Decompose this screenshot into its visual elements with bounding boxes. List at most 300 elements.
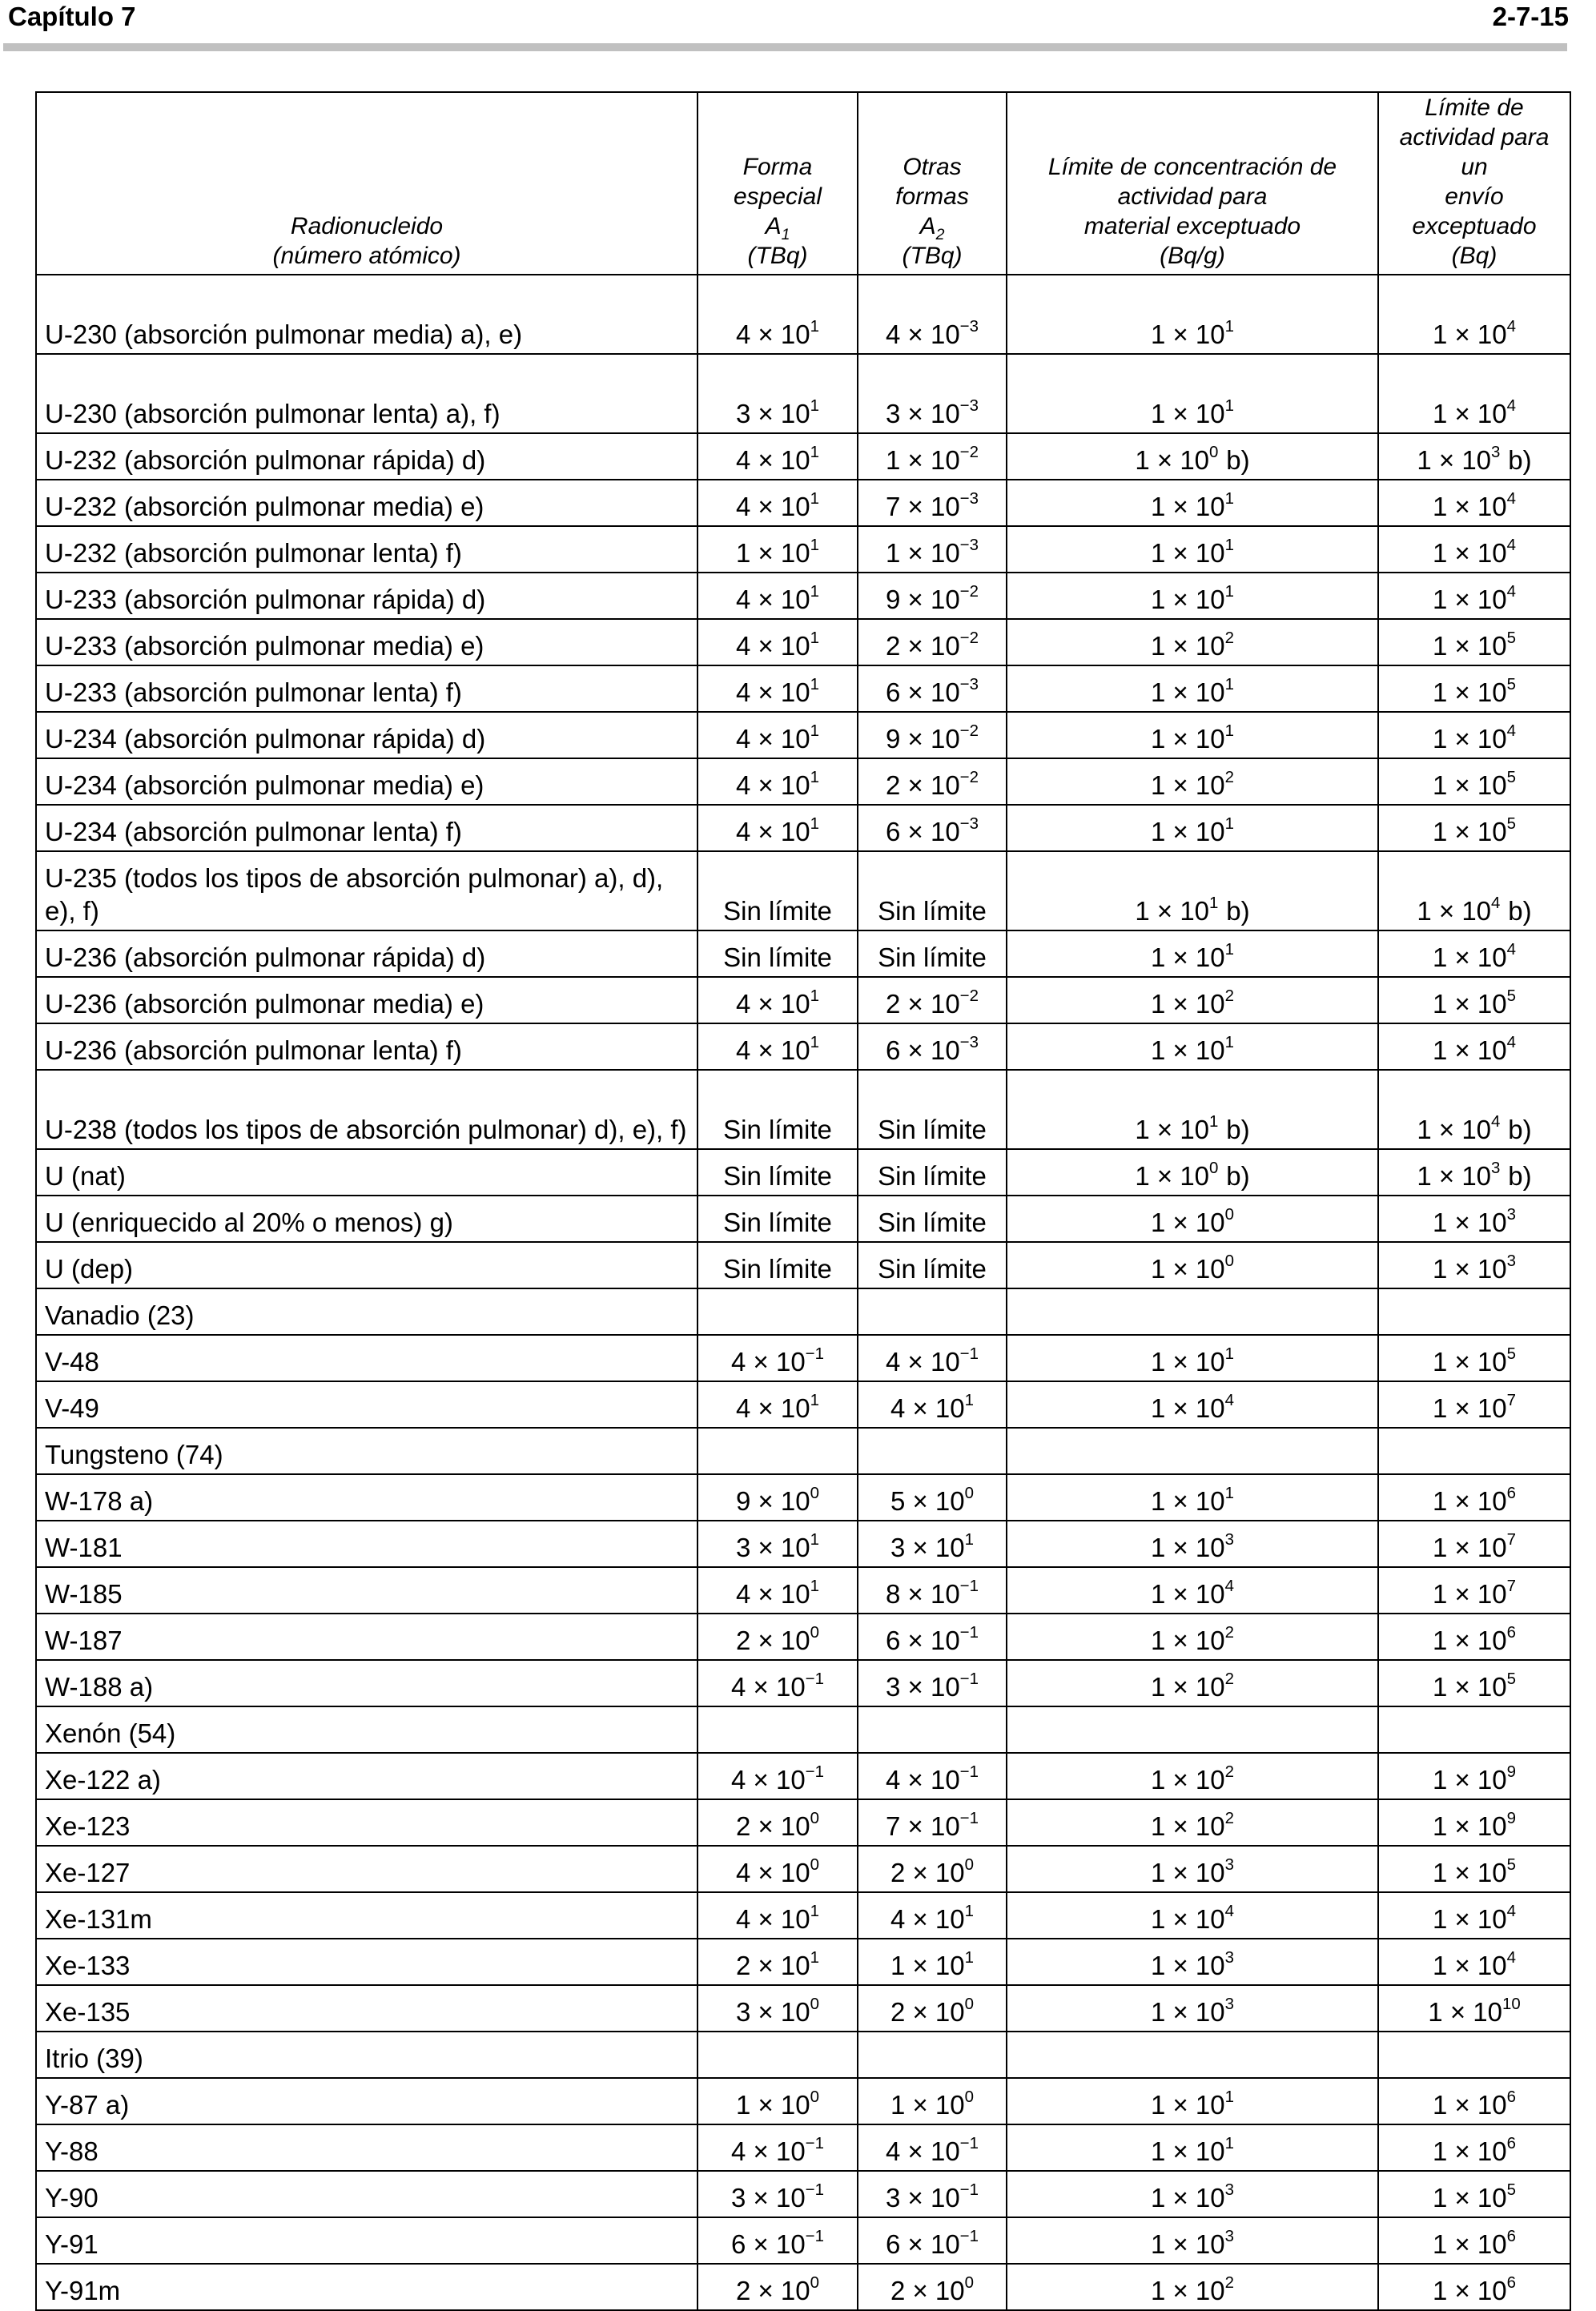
header-line: Límite de actividad para un [1399,94,1550,180]
table-row [36,977,1570,1023]
table-row [36,433,1570,480]
cell-radionuclide: U-233 (absorción pulmonar media) e) [36,619,697,665]
cell-a1 [697,712,858,758]
value: $1 \times 10^4$ [1432,581,1517,614]
header-rule [3,43,1567,51]
table-row [36,1023,1570,1070]
value: $1 \times 10^1$ [1150,1483,1235,1516]
cell-a1 [697,2264,858,2310]
value: $1 \times 10^1$ [1150,488,1235,521]
value: $1 \times 10^2$ [1150,1808,1235,1841]
cell-radionuclide: W-178 a) [36,1474,697,1521]
value: $1 \times 10^3$ [1150,2226,1235,2259]
cell-radionuclide: U-235 (todos los tipos de absorción pulmonar) a), d), e), f) [36,851,697,930]
cell-radionuclide: U-230 (absorción pulmonar media) a), e) [36,275,697,354]
value: $1 \times 10^6$ [1432,2273,1517,2305]
cell-radionuclide: U (dep) [36,1242,697,1288]
cell-concentration-limit [1007,354,1378,433]
value: $1 \times 10^5$ [1432,1669,1517,1702]
cell-concentration-limit [1007,2264,1378,2310]
value: $1 \times 10^4$ [1432,939,1517,972]
value: $6 \times 10^{-3}$ [886,674,979,707]
value: $3 \times 10^{-3}$ [886,396,979,428]
cell-a1 [697,1521,858,1567]
cell-radionuclide: Itrio (39) [36,2032,697,2078]
value: $2 \times 10^0$ [735,1622,820,1655]
cell-activity-limit [1378,354,1570,433]
cell-a2 [858,1023,1007,1070]
cell-a1 [697,433,858,480]
table-row [36,2264,1570,2310]
cell-a2 [858,433,1007,480]
cell-a2 [858,1660,1007,1706]
chapter-title: Capítulo 7 [8,2,136,31]
value: Sin límite [878,1254,987,1284]
value: $1 \times 10^0$ [1150,1204,1235,1237]
cell-activity-limit [1378,1799,1570,1846]
cell-a2 [858,2124,1007,2171]
cell-a1 [697,619,858,665]
value: $1 \times 10^1$ [890,1947,975,1980]
value: $4 \times 10^1$ [890,1390,975,1423]
table-row [36,1381,1570,1428]
cell-a1 [697,977,858,1023]
cell-radionuclide: Xe-123 [36,1799,697,1846]
table-row [36,2171,1570,2217]
cell-activity-limit [1378,2217,1570,2264]
footnote-ref: b) [1226,445,1250,475]
footnote-ref: b) [1508,1161,1532,1191]
cell-radionuclide: U-232 (absorción pulmonar media) e) [36,480,697,526]
cell-concentration-limit [1007,2217,1378,2264]
cell-a2 [858,977,1007,1023]
cell-concentration-limit [1007,275,1378,354]
value: $1 \times 10^9$ [1432,1808,1517,1841]
value: $4 \times 10^1$ [735,1576,820,1609]
table-row [36,1706,1570,1753]
cell-concentration-limit [1007,433,1378,480]
cell-a2 [858,1474,1007,1521]
header-line: (TBq) [747,243,808,269]
cell-a2 [858,930,1007,977]
value: $1 \times 10^1$ [1150,2087,1235,2120]
header-line: (TBq) [902,243,963,269]
value: $1 \times 10^4$ [1432,396,1517,428]
header-symbol-text: $A_1$ [765,213,790,243]
cell-concentration-limit [1007,2124,1378,2171]
value: $1 \times 10^6$ [1432,1483,1517,1516]
cell-a2 [858,480,1007,526]
value: $1 \times 10^2$ [1150,767,1235,800]
cell-activity-limit [1378,2078,1570,2124]
header-line: Límite de concentración de [1047,154,1337,180]
cell-concentration-limit [1007,1381,1378,1428]
table-row [36,2032,1570,2078]
cell-a2 [858,1070,1007,1149]
value: Sin límite [878,896,987,926]
value: $1 \times 10^1$ [735,535,820,568]
column-header-a2 [858,92,1007,275]
footnote-ref: b) [1226,1161,1250,1191]
value: Sin límite [723,896,832,926]
cell-a2 [858,1149,1007,1196]
value: $4 \times 10^1$ [735,628,820,661]
cell-a1 [697,480,858,526]
header-line: Otras [903,154,962,180]
cell-concentration-limit [1007,930,1378,977]
cell-radionuclide: U-238 (todos los tipos de absorción pulmonar) d), e), f) [36,1070,697,1149]
cell-radionuclide: Xe-122 a) [36,1753,697,1799]
value: $1 \times 10^1$ [1150,674,1235,707]
value: $4 \times 10^1$ [735,1390,820,1423]
cell-a1 [697,2171,858,2217]
cell-a2 [858,2171,1007,2217]
value: $7 \times 10^{-1}$ [886,1808,979,1841]
cell-radionuclide: Y-88 [36,2124,697,2171]
cell-a2 [858,1242,1007,1288]
table-row [36,1196,1570,1242]
table-row [36,1335,1570,1381]
cell-activity-limit [1378,851,1570,930]
cell-radionuclide: U-236 (absorción pulmonar media) e) [36,977,697,1023]
value: $1 \times 10^3$ [1417,1158,1501,1191]
cell-a1 [697,1846,858,1892]
cell-concentration-limit [1007,1023,1378,1070]
cell-concentration-limit [1007,1196,1378,1242]
cell-radionuclide: U-230 (absorción pulmonar lenta) a), f) [36,354,697,433]
value: $4 \times 10^1$ [735,721,820,754]
value: $2 \times 10^{-2}$ [886,767,979,800]
table-row [36,1985,1570,2032]
table-row [36,573,1570,619]
value: $1 \times 10^4$ [1150,1390,1235,1423]
page-number: 2-7-15 [1492,2,1569,31]
cell-activity-limit [1378,1939,1570,1985]
table-row [36,275,1570,354]
table-row [36,665,1570,712]
value: $2 \times 10^1$ [735,1947,820,1980]
cell-radionuclide: U-233 (absorción pulmonar rápida) d) [36,573,697,619]
value: $1 \times 10^4$ [1432,1901,1517,1934]
cell-a1 [697,1381,858,1428]
value: $2 \times 10^0$ [890,2273,975,2305]
cell-concentration-limit [1007,1070,1378,1149]
value: $4 \times 10^1$ [735,1032,820,1065]
cell-a2 [858,665,1007,712]
cell-concentration-limit [1007,1521,1378,1567]
value: $1 \times 10^1$ [1135,1111,1219,1144]
cell-concentration-limit [1007,1753,1378,1799]
cell-a1 [697,573,858,619]
table-row [36,1846,1570,1892]
cell-radionuclide: W-185 [36,1567,697,1614]
cell-a1 [697,1799,858,1846]
cell-a1 [697,1753,858,1799]
value: Sin límite [723,1254,832,1284]
cell-activity-limit [1378,2124,1570,2171]
cell-a1 [697,2124,858,2171]
cell-concentration-limit [1007,2078,1378,2124]
table-row [36,1521,1570,1567]
footnote-ref: b) [1226,1115,1250,1144]
value: $2 \times 10^{-2}$ [886,986,979,1019]
header-line: (Bq/g) [1160,243,1225,269]
value: $1 \times 10^3$ [1417,442,1501,475]
cell-concentration-limit [1007,2032,1378,2078]
cell-a2 [858,1521,1007,1567]
cell-radionuclide: W-187 [36,1614,697,1660]
cell-concentration-limit [1007,480,1378,526]
value: $6 \times 10^{-3}$ [886,814,979,846]
value: $3 \times 10^1$ [735,1529,820,1562]
value: $2 \times 10^0$ [735,1808,820,1841]
cell-radionuclide: U (nat) [36,1149,697,1196]
cell-radionuclide: W-181 [36,1521,697,1567]
value: $1 \times 10^0$ [890,2087,975,2120]
cell-a1 [697,1706,858,1753]
cell-radionuclide: V-49 [36,1381,697,1428]
cell-activity-limit [1378,526,1570,573]
cell-concentration-limit [1007,712,1378,758]
value: $1 \times 10^5$ [1432,674,1517,707]
cell-radionuclide: U-234 (absorción pulmonar rápida) d) [36,712,697,758]
cell-a2 [858,1335,1007,1381]
cell-a2 [858,275,1007,354]
value: $1 \times 10^3$ [1432,1251,1517,1284]
table-row [36,712,1570,758]
value: $1 \times 10^4$ [1432,721,1517,754]
table-row [36,619,1570,665]
cell-a1 [697,758,858,805]
cell-a2 [858,2217,1007,2264]
value: $1 \times 10^3$ [1432,1204,1517,1237]
value: $1 \times 10^4$ [1432,1032,1517,1065]
cell-a1 [697,1985,858,2032]
value: $9 \times 10^{-2}$ [886,721,979,754]
cell-activity-limit [1378,1846,1570,1892]
header-line: envío exceptuado [1412,183,1537,239]
header-line: Radionucleido [290,213,444,239]
cell-activity-limit [1378,977,1570,1023]
table-row [36,805,1570,851]
table-header [36,92,1570,275]
cell-a1 [697,1428,858,1474]
cell-a1 [697,275,858,354]
cell-activity-limit [1378,1070,1570,1149]
cell-a1 [697,1892,858,1939]
cell-a1 [697,851,858,930]
value: $9 \times 10^0$ [735,1483,820,1516]
cell-radionuclide: Y-91m [36,2264,697,2310]
cell-radionuclide: U-232 (absorción pulmonar lenta) f) [36,526,697,573]
cell-a1 [697,1070,858,1149]
cell-radionuclide: Xe-133 [36,1939,697,1985]
value: $1 \times 10^1$ [1135,893,1219,926]
cell-a2 [858,1614,1007,1660]
cell-activity-limit [1378,1521,1570,1567]
footnote-ref: b) [1508,1115,1532,1144]
cell-a1 [697,1335,858,1381]
cell-a2 [858,758,1007,805]
cell-concentration-limit [1007,1985,1378,2032]
cell-a2 [858,526,1007,573]
cell-concentration-limit [1007,665,1378,712]
cell-a1 [697,1614,858,1660]
cell-activity-limit [1378,805,1570,851]
cell-radionuclide: Y-91 [36,2217,697,2264]
cell-a1 [697,1567,858,1614]
value: $1 \times 10^3$ [1150,1529,1235,1562]
cell-activity-limit [1378,2171,1570,2217]
value: $4 \times 10^{-1}$ [731,2133,824,2166]
value: $1 \times 10^2$ [1150,986,1235,1019]
value: $1 \times 10^1$ [1150,1032,1235,1065]
value: $4 \times 10^{-1}$ [886,1344,979,1377]
header-line: formas [895,183,969,210]
table-row [36,2217,1570,2264]
value: $1 \times 10^2$ [1150,2273,1235,2305]
table-row [36,1614,1570,1660]
cell-radionuclide: V-48 [36,1335,697,1381]
value: $1 \times 10^{-3}$ [886,535,979,568]
value: $1 \times 10^3$ [1150,2180,1235,2213]
value: $3 \times 10^1$ [735,396,820,428]
value: $1 \times 10^5$ [1432,1855,1517,1887]
cell-concentration-limit [1007,1939,1378,1985]
cell-radionuclide: U-234 (absorción pulmonar media) e) [36,758,697,805]
value: $1 \times 10^4$ [1150,1576,1235,1609]
cell-concentration-limit [1007,526,1378,573]
cell-concentration-limit [1007,573,1378,619]
table-row [36,1428,1570,1474]
header-line: (Bq) [1451,243,1498,269]
cell-a2 [858,573,1007,619]
value: $3 \times 10^{-1}$ [886,2180,979,2213]
value: $1 \times 10^4$ [1417,893,1501,926]
cell-concentration-limit [1007,977,1378,1023]
value: Sin límite [878,942,987,972]
cell-radionuclide: U-232 (absorción pulmonar rápida) d) [36,433,697,480]
cell-radionuclide: Xenón (54) [36,1706,697,1753]
cell-a1 [697,2078,858,2124]
cell-a2 [858,2032,1007,2078]
table-row [36,758,1570,805]
cell-activity-limit [1378,433,1570,480]
cell-activity-limit [1378,1023,1570,1070]
value: $4 \times 10^{-1}$ [886,1762,979,1795]
cell-a2 [858,2078,1007,2124]
value: $1 \times 10^0$ [1135,1158,1219,1191]
cell-activity-limit [1378,930,1570,977]
value: $1 \times 10^4$ [1432,1947,1517,1980]
value: $5 \times 10^0$ [890,1483,975,1516]
value: $2 \times 10^{-2}$ [886,628,979,661]
cell-concentration-limit [1007,619,1378,665]
cell-radionuclide: Tungsteno (74) [36,1428,697,1474]
value: $1 \times 10^1$ [1150,1344,1235,1377]
value: $1 \times 10^0$ [1150,1251,1235,1284]
value: Sin límite [878,1115,987,1144]
header-line: (número atómico) [272,243,461,269]
value: $1 \times 10^4$ [1417,1111,1501,1144]
value: $3 \times 10^0$ [735,1994,820,2027]
cell-a2 [858,1567,1007,1614]
cell-activity-limit [1378,1149,1570,1196]
value: $1 \times 10^6$ [1432,2087,1517,2120]
cell-a1 [697,1196,858,1242]
cell-activity-limit [1378,275,1570,354]
cell-activity-limit [1378,1660,1570,1706]
cell-activity-limit [1378,1753,1570,1799]
cell-a1 [697,354,858,433]
cell-a2 [858,1428,1007,1474]
value: $3 \times 10^{-1}$ [886,1669,979,1702]
cell-concentration-limit [1007,1892,1378,1939]
value: $4 \times 10^1$ [735,316,820,349]
header-symbol [765,213,790,243]
column-header-radionuclide [36,92,697,275]
value: $1 \times 10^1$ [1150,814,1235,846]
value: $1 \times 10^2$ [1150,628,1235,661]
value: $1 \times 10^5$ [1432,986,1517,1019]
header-line: material exceptuado [1083,213,1301,239]
cell-a2 [858,619,1007,665]
cell-a2 [858,1846,1007,1892]
cell-concentration-limit [1007,2171,1378,2217]
table-row [36,526,1570,573]
cell-radionuclide: U-236 (absorción pulmonar rápida) d) [36,930,697,977]
cell-activity-limit [1378,665,1570,712]
value: $1 \times 10^7$ [1432,1529,1517,1562]
header-line: Forma [742,154,813,180]
table-row [36,2124,1570,2171]
column-header-concentration-limit [1007,92,1378,275]
cell-concentration-limit [1007,1428,1378,1474]
cell-concentration-limit [1007,758,1378,805]
cell-a2 [858,1288,1007,1335]
cell-radionuclide: W-188 a) [36,1660,697,1706]
cell-a2 [858,1985,1007,2032]
value: Sin límite [723,1115,832,1144]
cell-a1 [697,1023,858,1070]
value: $1 \times 10^1$ [1150,316,1235,349]
value: $1 \times 10^6$ [1432,2133,1517,2166]
value: $4 \times 10^1$ [890,1901,975,1934]
cell-activity-limit [1378,1196,1570,1242]
cell-a2 [858,1706,1007,1753]
header-line: especial [733,183,822,210]
cell-a1 [697,2217,858,2264]
cell-concentration-limit [1007,1335,1378,1381]
value: $1 \times 10^1$ [1150,581,1235,614]
value: $4 \times 10^1$ [735,767,820,800]
cell-a2 [858,1799,1007,1846]
value: $1 \times 10^1$ [1150,396,1235,428]
table-row [36,1070,1570,1149]
value: $1 \times 10^1$ [1150,939,1235,972]
value: Sin límite [878,1161,987,1191]
cell-a1 [697,1149,858,1196]
value: $1 \times 10^5$ [1432,2180,1517,2213]
table-body [36,275,1570,2310]
cell-activity-limit [1378,1335,1570,1381]
value: $1 \times 10^2$ [1150,1669,1235,1702]
cell-a1 [697,1242,858,1288]
table-row [36,1288,1570,1335]
table-row [36,930,1570,977]
value: Sin límite [723,942,832,972]
cell-concentration-limit [1007,1846,1378,1892]
